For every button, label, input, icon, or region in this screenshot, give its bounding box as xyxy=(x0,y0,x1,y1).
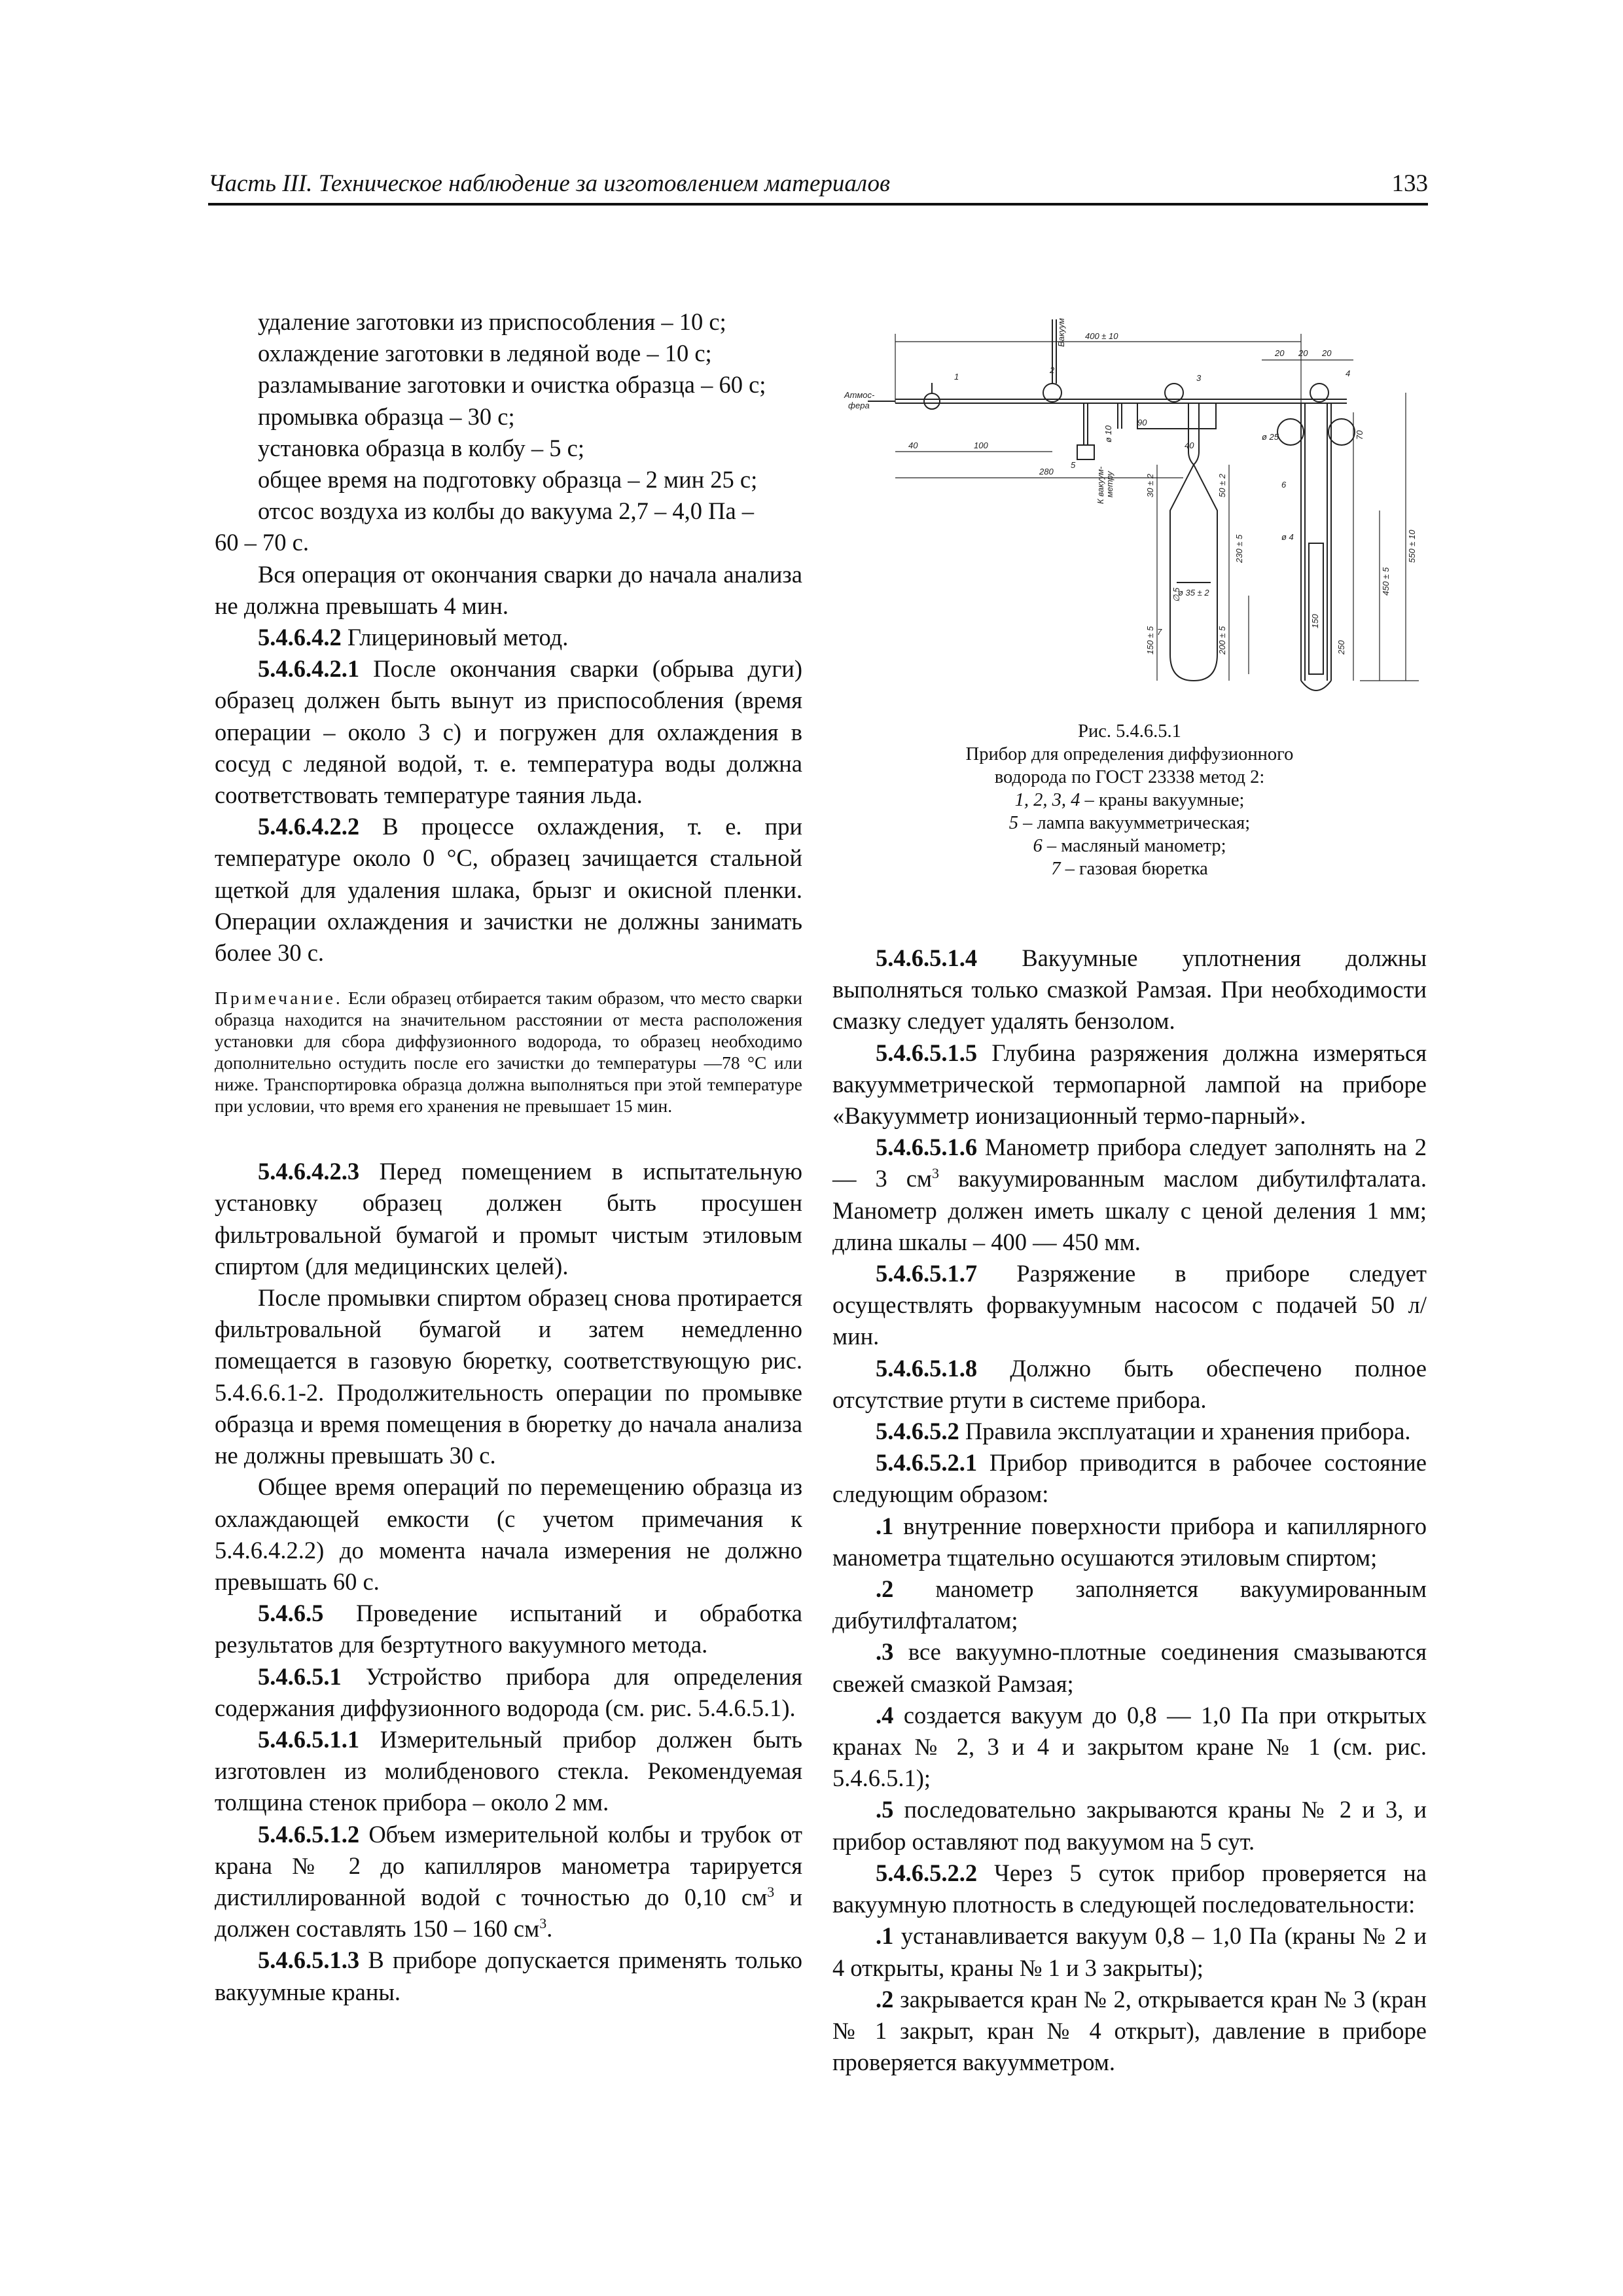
paragraph xyxy=(215,622,802,653)
clause-text: Объем измерительной колбы и трубок от крана № 2 до капилляров манометра тарируется дистиллированной водой с точностью до 0,10 см xyxy=(215,1820,802,1910)
header-title: Часть III. Техническое наблюдение за изготовлением материалов xyxy=(208,170,891,197)
clause-text: Устройство прибора для определения содержания диффузионного водорода (см. рис. 5.4.6.5.1). xyxy=(215,1662,802,1721)
clause-text: Разряжение в приборе следует осуществлять форвакуумным насосом с подачей 50 л/мин. xyxy=(832,1260,1427,1350)
list-item xyxy=(832,1636,1427,1699)
dim-400: 400 ± 10 xyxy=(1085,331,1118,341)
manometer-bottom xyxy=(1301,681,1331,691)
clause-text: Правила эксплуатации и хранения прибора. xyxy=(959,1418,1411,1445)
dim-200: 200 ± 5 xyxy=(1217,626,1227,655)
clause-text: Измерительный прибор должен быть изготовлен из молибденового стекла. Рекомендуемая толщина стенок прибора – около 2 мм. xyxy=(215,1725,802,1816)
dim-150: 150 ± 5 xyxy=(1145,626,1155,655)
right-column xyxy=(832,942,1427,2078)
list-item xyxy=(832,1700,1427,1795)
dim-50: 50 ± 2 xyxy=(1217,473,1227,497)
list-tail: 60 – 70 с. xyxy=(215,529,309,556)
note-text: Если образец отбирается таким образом, что место сварки образца находится на значительном расстоянии от места расположения установки для сбора диффузионного водорода, то образец необходимо дополнительно остудить после его зачистки до температуры —78 °С или ниже. Транспортировка образца должна выполняться при этой температуре при условии, что время его хранения не превышает 15 мин. xyxy=(215,988,802,1117)
paragraph xyxy=(215,1661,802,1724)
list-line: охлаждение заготовки в ледяной воде – 10 с; xyxy=(258,340,712,367)
label-n3: 3 xyxy=(1196,373,1202,383)
paragraph xyxy=(832,1416,1427,1447)
item-number: .4 xyxy=(876,1701,894,1729)
dim-250: 250 xyxy=(1336,640,1346,655)
item-number: .1 xyxy=(876,1922,894,1950)
legend-num: 5 xyxy=(1008,813,1019,833)
dim-phi25: ø 25 xyxy=(1262,432,1279,442)
item-number: .2 xyxy=(876,1575,894,1603)
clause-text: Манометр прибора следует заполнять на 2 — 3 см xyxy=(832,1134,1427,1193)
list-line: отсос воздуха из колбы до вакуума 2,7 – 4,0 Па – xyxy=(258,497,755,525)
paragraph xyxy=(215,1945,802,2007)
item-text: внутренние поверхности прибора и капиллярного манометра тщательно осушаются этиловым спиртом; xyxy=(832,1512,1427,1571)
superscript: 3 xyxy=(932,1165,939,1182)
dim-40b: 40 xyxy=(1185,440,1194,450)
list-line: общее время на подготовку образца – 2 мин 25 с; xyxy=(258,466,758,493)
dim-30: 30 ± 2 xyxy=(1145,473,1155,497)
clause-text: вакуумированным маслом дибутилфталата. Манометр должен иметь шкалу с ценой деления 1 мм; длина шкалы – 400 — 450 мм. xyxy=(832,1165,1427,1255)
paragraph xyxy=(215,1819,802,1945)
label-n1: 1 xyxy=(954,372,959,382)
paragraph xyxy=(215,653,802,811)
list-line: промывка образца – 30 с; xyxy=(258,403,515,430)
label-vacuum: Вакуум xyxy=(1056,318,1066,347)
paragraph xyxy=(215,1598,802,1660)
clause-text: . xyxy=(546,1915,553,1943)
label-n2: 2 xyxy=(1050,365,1055,375)
legend-text: – краны вакуумные; xyxy=(1080,790,1245,810)
clause-text: Должно быть обеспечено полное отсутствие ртути в системе прибора. xyxy=(832,1354,1427,1413)
dim-phi4: ø 4 xyxy=(1281,532,1294,542)
item-text: последовательно закрываются краны № 2 и 3, и прибор оставляют под вакуумом на 5 сут. xyxy=(832,1796,1427,1855)
clause-number: 5.4.6.5.2.2 xyxy=(876,1859,978,1886)
note xyxy=(215,987,802,1117)
paragraph xyxy=(832,1857,1427,1920)
legend-text: – лампа вакуумметрическая; xyxy=(1018,813,1251,833)
paragraph: Вся операция от окончания сварки до начала анализа не должна превышать 4 мин. xyxy=(215,560,802,619)
paragraph xyxy=(832,1037,1427,1132)
figure-5-4-6-5-1 xyxy=(830,288,1429,929)
dim-230: 230 ± 5 xyxy=(1234,534,1244,563)
clause-text: В процессе охлаждения, т. е. при температуре около 0 °С, образец зачищается стальной щеткой для удаления шлака, брызг и окисной пленки. Операции охлаждения и зачистки не должны занимать более 30 с. xyxy=(215,813,802,967)
clause-text: Глицериновый метод. xyxy=(341,624,569,651)
item-text: устанавливается вакуум 0,8 – 1,0 Па (краны № 2 и 4 открыты, краны № 1 и 3 закрыты); xyxy=(832,1922,1427,1981)
legend-line xyxy=(830,857,1429,880)
manometer-bulb xyxy=(1277,419,1304,445)
paragraph xyxy=(832,942,1427,1037)
clause-text: и должен составлять 150 – 160 см xyxy=(215,1883,802,1943)
list-item xyxy=(832,1794,1427,1857)
item-number: .5 xyxy=(876,1796,894,1823)
vacuumeter-lamp-5 xyxy=(1077,445,1094,459)
clause-number: 5.4.6.4.2.3 xyxy=(258,1158,360,1185)
page-number: 133 xyxy=(1391,170,1428,197)
dim-phi35: ø 35 ± 2 xyxy=(1178,588,1209,598)
dim-phi10: ø 10 xyxy=(1103,425,1113,442)
label-n4: 4 xyxy=(1346,368,1351,378)
legend-num: 1, 2, 3, 4 xyxy=(1014,790,1080,810)
list-item xyxy=(832,1920,1427,1983)
caption-line: Прибор для определения диффузионного xyxy=(965,744,1294,764)
clause-text: Вакуумные уплотнения должны выполняться только смазкой Рамзая. При необходимости смазку следует удалять бензолом. xyxy=(832,944,1427,1035)
paragraph xyxy=(832,1132,1427,1258)
legend-line xyxy=(830,834,1429,857)
clause-number: 5.4.6.5.1.6 xyxy=(876,1134,978,1161)
list-line: установка образца в колбу – 5 с; xyxy=(258,434,584,461)
legend-num: 6 xyxy=(1033,836,1043,856)
dim-150b: 150 xyxy=(1310,614,1320,628)
clause-number: 5.4.6.5.1.2 xyxy=(258,1820,360,1848)
paragraph xyxy=(215,811,802,969)
label-to-vacuumeter: К вакуум- xyxy=(1096,466,1105,504)
legend-line xyxy=(830,812,1429,834)
tap-1 xyxy=(924,393,940,409)
dim-90: 90 xyxy=(1137,418,1147,427)
list-item xyxy=(832,1511,1427,1573)
label-n5: 5 xyxy=(1071,460,1076,470)
apparatus-drawing xyxy=(830,288,1429,707)
clause-number: 5.4.6.5.1.4 xyxy=(876,944,978,971)
caption-line: водорода по ГОСТ 23338 метод 2: xyxy=(994,767,1265,787)
list-item xyxy=(832,1573,1427,1636)
label-n6: 6 xyxy=(1281,480,1287,490)
label-atmosphere-2: фера xyxy=(848,401,870,410)
dim-450: 450 ± 5 xyxy=(1381,567,1391,596)
paragraph xyxy=(215,1724,802,1819)
list-line: удаление заготовки из приспособления – 10 с; xyxy=(258,308,726,335)
item-text: все вакуумно-плотные соединения смазываются свежей смазкой Рамзая; xyxy=(832,1638,1427,1697)
legend-line xyxy=(830,789,1429,812)
legend-text: – газовая бюретка xyxy=(1060,859,1208,879)
dim-70: 70 xyxy=(1355,430,1364,440)
dim-phi5: ∅ 5 xyxy=(1171,587,1181,602)
superscript: 3 xyxy=(767,1883,775,1900)
page-header xyxy=(208,170,1428,206)
dim-280: 280 xyxy=(1039,467,1054,476)
clause-number: 5.4.6.5.1.7 xyxy=(876,1260,978,1287)
paragraph xyxy=(832,1353,1427,1416)
item-text: манометр заполняется вакуумированным дибутилфталатом; xyxy=(832,1575,1427,1634)
legend-num: 7 xyxy=(1051,859,1061,879)
paragraph xyxy=(832,1258,1427,1353)
clause-text: Прибор приводится в рабочее состояние следующим образом: xyxy=(832,1449,1427,1508)
clause-number: 5.4.6.5.1.5 xyxy=(876,1039,978,1066)
clause-text: Перед помещением в испытательную установку образец должен быть просушен фильтровальной бумагой и промыт чистым этиловым спиртом (для медицинских целей). xyxy=(215,1158,802,1280)
clause-text: Через 5 суток прибор проверяется на вакуумную плотность в следующей последовательности: xyxy=(832,1859,1427,1918)
paragraph xyxy=(832,1447,1427,1510)
clause-text: Глубина разряжения должна измеряться вакуумметрической термопарной лампой на приборе «Вакуумметр ионизационный термо-парный». xyxy=(832,1039,1427,1130)
item-number: .1 xyxy=(876,1512,894,1539)
item-number: .3 xyxy=(876,1638,894,1666)
clause-number: 5.4.6.5.1.3 xyxy=(258,1946,360,1974)
dim-100: 100 xyxy=(974,440,988,450)
figure-caption xyxy=(830,720,1429,880)
list-line: разламывание заготовки и очистка образца – 60 с; xyxy=(258,371,766,399)
clause-text: Проведение испытаний и обработка результатов для безртутного вакуумного метода. xyxy=(215,1600,802,1659)
item-number: .2 xyxy=(876,1985,894,2013)
clause-number: 5.4.6.4.2.2 xyxy=(258,813,360,840)
legend-text: – масляный манометр; xyxy=(1042,836,1226,856)
clause-number: 5.4.6.5.1.1 xyxy=(258,1725,360,1753)
dim-20a: 20 xyxy=(1275,348,1285,358)
label-atmosphere: Атмос- xyxy=(844,390,875,400)
manometer-bulb xyxy=(1329,419,1355,445)
clause-text: После окончания сварки (обрыва дуги) образец должен быть вынут из приспособления (время операции – около 3 с) и погружен для охлаждения в сосуд с ледяной водой, т. е. температура воды должна соответствовать температуре таяния льда. xyxy=(215,655,802,809)
clause-number: 5.4.6.5 xyxy=(258,1600,324,1627)
manometer-scale xyxy=(1309,543,1323,674)
clause-number: 5.4.6.5.1 xyxy=(258,1662,342,1690)
dim-40: 40 xyxy=(908,440,918,450)
paragraph: После промывки спиртом образец снова протирается фильтровальной бумагой и затем немедленно помещается в газовую бюретку, соответствующую рис. 5.4.6.6.1-2. Продолжительность операции по промывке образца и время помещения в бюретку до начала анализа не должны превышать 30 с. xyxy=(215,1284,802,1469)
clause-number: 5.4.6.5.2 xyxy=(876,1418,959,1445)
left-column xyxy=(215,306,802,2008)
label-n7: 7 xyxy=(1157,627,1162,637)
paragraph: Общее время операций по перемещению образца из охлаждающей емкости (с учетом примечания к 5.4.6.4.2.2) до момента начала измерения не должно превышать 60 с. xyxy=(215,1473,802,1595)
clause-number: 5.4.6.5.2.1 xyxy=(876,1449,978,1477)
note-label: Примечание. xyxy=(215,988,343,1009)
item-text: закрывается кран № 2, открывается кран № 3 (кран № 1 закрыт, кран № 4 открыт), давление в приборе проверяется вакуумметром. xyxy=(832,1985,1427,2076)
list-item xyxy=(832,1984,1427,2079)
dim-20b: 20 xyxy=(1298,348,1308,358)
label-to-vacuumeter-2: метру xyxy=(1105,471,1115,497)
clause-text: В приборе допускается применять только вакуумные краны. xyxy=(215,1946,802,2005)
side-loop xyxy=(1137,403,1216,429)
clause-number: 5.4.6.4.2 xyxy=(258,624,342,651)
clause-number: 5.4.6.5.1.8 xyxy=(876,1354,978,1382)
superscript: 3 xyxy=(539,1914,547,1931)
clause-number: 5.4.6.4.2.1 xyxy=(258,655,360,683)
dim-20c: 20 xyxy=(1322,348,1332,358)
paragraph xyxy=(215,1156,802,1282)
dim-550: 550 ± 10 xyxy=(1407,529,1417,563)
caption-title: Рис. 5.4.6.5.1 xyxy=(1078,721,1181,742)
item-text: создается вакуум до 0,8 — 1,0 Па при открытых кранах № 2, 3 и 4 и закрытом кране № 1 (см. рис. 5.4.6.5.1); xyxy=(832,1701,1427,1792)
